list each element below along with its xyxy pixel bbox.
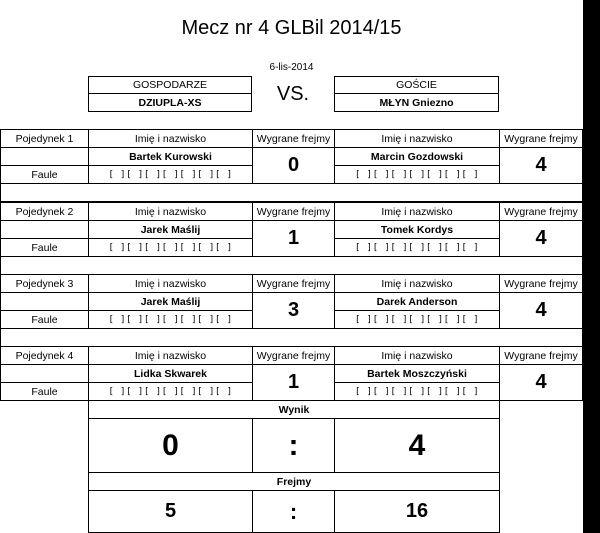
match-title: Mecz nr 4 GLBil 2014/15 <box>181 16 402 39</box>
home-frames: 3 <box>252 292 335 329</box>
frames-separator: : <box>252 490 335 533</box>
away-frames: 4 <box>499 292 583 329</box>
away-name-header: Imię i nazwisko <box>334 129 500 148</box>
result-separator: : <box>252 418 335 473</box>
away-player: Darek Anderson <box>334 292 500 311</box>
duel-label: Pojedynek 3 <box>0 274 89 293</box>
home-name-header: Imię i nazwisko <box>88 346 253 365</box>
away-player: Tomek Kordys <box>334 220 500 239</box>
empty-cell <box>0 292 89 311</box>
empty-cell <box>0 220 89 239</box>
away-fouls: [ ][ ][ ][ ][ ][ ][ ] <box>334 310 500 329</box>
fouls-label: Faule <box>0 165 89 184</box>
away-frames-header: Wygrane frejmy <box>499 274 583 293</box>
home-name-header: Imię i nazwisko <box>88 129 253 148</box>
spacer-row <box>0 183 583 202</box>
home-frames: 1 <box>252 364 335 401</box>
home-frames: 0 <box>252 147 335 184</box>
away-team: MŁYN Gniezno <box>334 93 499 112</box>
frames-away: 16 <box>334 490 500 533</box>
away-label: GOŚCIE <box>334 76 499 94</box>
result-label: Wynik <box>88 400 500 419</box>
match-date: 6-lis-2014 <box>269 61 314 73</box>
home-fouls: [ ][ ][ ][ ][ ][ ][ ] <box>88 238 253 257</box>
away-player: Marcin Gozdowski <box>334 147 500 166</box>
home-frames-header: Wygrane frejmy <box>252 346 335 365</box>
home-frames-header: Wygrane frejmy <box>252 274 335 293</box>
empty-cell <box>0 364 89 383</box>
home-name-header: Imię i nazwisko <box>88 274 253 293</box>
result-away: 4 <box>334 418 500 473</box>
away-fouls: [ ][ ][ ][ ][ ][ ][ ] <box>334 165 500 184</box>
home-fouls: [ ][ ][ ][ ][ ][ ][ ] <box>88 382 253 401</box>
away-name-header: Imię i nazwisko <box>334 202 500 221</box>
away-fouls: [ ][ ][ ][ ][ ][ ][ ] <box>334 238 500 257</box>
spacer-row <box>0 256 583 275</box>
home-player: Bartek Kurowski <box>88 147 253 166</box>
away-frames: 4 <box>499 220 583 257</box>
duel-label: Pojedynek 1 <box>0 129 89 148</box>
empty-cell <box>0 147 89 166</box>
fouls-label: Faule <box>0 382 89 401</box>
away-frames: 4 <box>499 147 583 184</box>
spacer-row <box>0 328 583 347</box>
frames-label: Frejmy <box>88 472 500 491</box>
home-team: DZIUPLA-XS <box>88 93 252 112</box>
away-frames-header: Wygrane frejmy <box>499 202 583 221</box>
away-fouls: [ ][ ][ ][ ][ ][ ][ ] <box>334 382 500 401</box>
duel-label: Pojedynek 2 <box>0 202 89 221</box>
duel-label: Pojedynek 4 <box>0 346 89 365</box>
home-player: Lidka Skwarek <box>88 364 253 383</box>
away-player: Bartek Moszczyński <box>334 364 500 383</box>
home-frames-header: Wygrane frejmy <box>252 202 335 221</box>
away-frames-header: Wygrane frejmy <box>499 346 583 365</box>
away-frames-header: Wygrane frejmy <box>499 129 583 148</box>
home-name-header: Imię i nazwisko <box>88 202 253 221</box>
away-name-header: Imię i nazwisko <box>334 346 500 365</box>
away-name-header: Imię i nazwisko <box>334 274 500 293</box>
home-player: Jarek Maślij <box>88 292 253 311</box>
home-label: GOSPODARZE <box>88 76 252 94</box>
fouls-label: Faule <box>0 238 89 257</box>
fouls-label: Faule <box>0 310 89 329</box>
home-fouls: [ ][ ][ ][ ][ ][ ][ ] <box>88 310 253 329</box>
vs-label: VS. <box>276 82 310 105</box>
away-frames: 4 <box>499 364 583 401</box>
frames-home: 5 <box>88 490 253 533</box>
result-home: 0 <box>88 418 253 473</box>
home-frames: 1 <box>252 220 335 257</box>
home-frames-header: Wygrane frejmy <box>252 129 335 148</box>
home-fouls: [ ][ ][ ][ ][ ][ ][ ] <box>88 165 253 184</box>
home-player: Jarek Maślij <box>88 220 253 239</box>
